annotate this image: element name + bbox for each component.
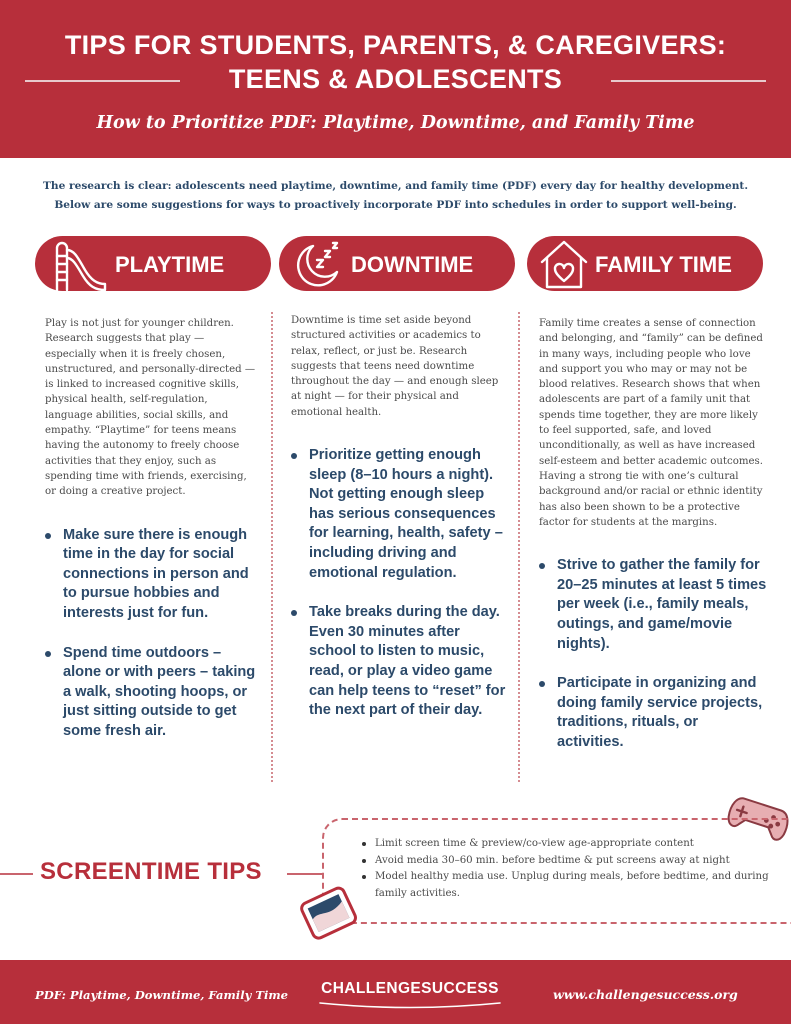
column-divider-1 <box>271 312 273 782</box>
footer-caption: PDF: Playtime, Downtime, Family Time <box>35 988 289 1002</box>
family-time-heading <box>527 236 763 291</box>
screentime-rule-left <box>0 873 33 875</box>
screentime-rule-right <box>287 873 323 875</box>
family-time-body: Family time creates a sense of connection and belonging, and “family” can be defined in many ways, including people who love and support you who may or may not be blood relatives. Research shows that when adolescents are part of a family unit that spends time together, they are more likely to feel supported, safe, and loved unconditionally, as well as have increased self-esteem and better academic outcomes. Having a strong tie with one’s cultural background and/or racial or ethnic identity has also been shown to be a protective factor for students at the margins. <box>539 318 763 528</box>
list-item: Make sure there is enough time in the day for social connections in person and to pursue hobbies and interests just for fun. <box>45 526 257 624</box>
playtime-heading-label: PLAYTIME <box>115 252 225 277</box>
list-item: Take breaks during the day. Even 30 minutes after school to listen to music, read, or play a video game can help teens to “reset” for the next part of their day. <box>291 603 509 721</box>
intro-line-2: Below are some suggestions for ways to proactively incorporate PDF into schedules in order to support well-being. <box>54 199 737 211</box>
downtime-column <box>291 313 509 741</box>
family-time-heading-label: FAMILY TIME <box>595 252 732 277</box>
screentime-tips-list <box>360 836 775 902</box>
page-title-line-2: TEENS & ADOLESCENTS <box>228 64 563 94</box>
column-divider-2 <box>518 312 520 782</box>
downtime-heading-label: DOWNTIME <box>351 252 474 277</box>
brand-swoosh <box>316 1000 504 1010</box>
list-item: Limit screen time & preview/co-view age-appropriate content <box>360 836 775 853</box>
list-item: Spend time outdoors – alone or with peers – taking a walk, shooting hoops, or just sitting outside to get some fresh air. <box>45 644 257 742</box>
downtime-body: Downtime is time set aside beyond structured activities or academics to relax, reflect, or just be. Research suggests that teens need downtime throughout the day — and enough sleep at night — for their physical and emotional health. <box>291 315 499 418</box>
playtime-bullets <box>45 526 257 742</box>
intro-line-1: The research is clear: adolescents need playtime, downtime, and family time (PDF) every day for healthy development. <box>42 180 749 192</box>
smartphone-icon <box>294 884 364 944</box>
intro-text <box>40 177 751 215</box>
playtime-body: Play is not just for younger children. Research suggests that play — especially when it is freely chosen, unstructured, and personally-directed — is linked to increased cognitive skills, physical health, self-regulation, language abilities, social skills, and empathy. “Playtime” for teens means having the autonomy to freely choose activities that they enjoy, such as spending time with friends, exercising, or doing a creative project. <box>45 318 256 498</box>
playtime-column <box>45 316 257 762</box>
family-time-bullets <box>539 556 767 752</box>
footer-website-link[interactable]: www.challengesuccess.org <box>553 987 738 1002</box>
brand-logo: CHALLENGESUCCESS <box>321 980 499 997</box>
downtime-heading <box>279 236 515 291</box>
header-banner <box>0 0 791 158</box>
list-item: Avoid media 30–60 min. before bedtime & put screens away at night <box>360 853 775 870</box>
screentime-title: SCREENTIME TIPS <box>40 858 262 885</box>
list-item: Participate in organizing and doing family service projects, traditions, rituals, or activities. <box>539 674 767 752</box>
list-item: Prioritize getting enough sleep (8–10 hours a night). Not getting enough sleep has serious consequences for learning, health, safety – including driving and emotional regulation. <box>291 446 509 583</box>
playtime-heading <box>35 236 271 291</box>
page-subtitle: How to Prioritize PDF: Playtime, Downtime, and Family Time <box>96 113 695 133</box>
list-item: Strive to gather the family for 20–25 minutes at least 5 times per week (i.e., family meals, outings, and game/movie nights). <box>539 556 767 654</box>
list-item: Model healthy media use. Unplug during meals, before bedtime, and during family activities. <box>360 869 775 902</box>
downtime-bullets <box>291 446 509 721</box>
footer-banner <box>0 960 791 1024</box>
page-title-line-1: TIPS FOR STUDENTS, PARENTS, & CAREGIVERS: <box>64 30 727 60</box>
family-time-column <box>539 316 767 773</box>
